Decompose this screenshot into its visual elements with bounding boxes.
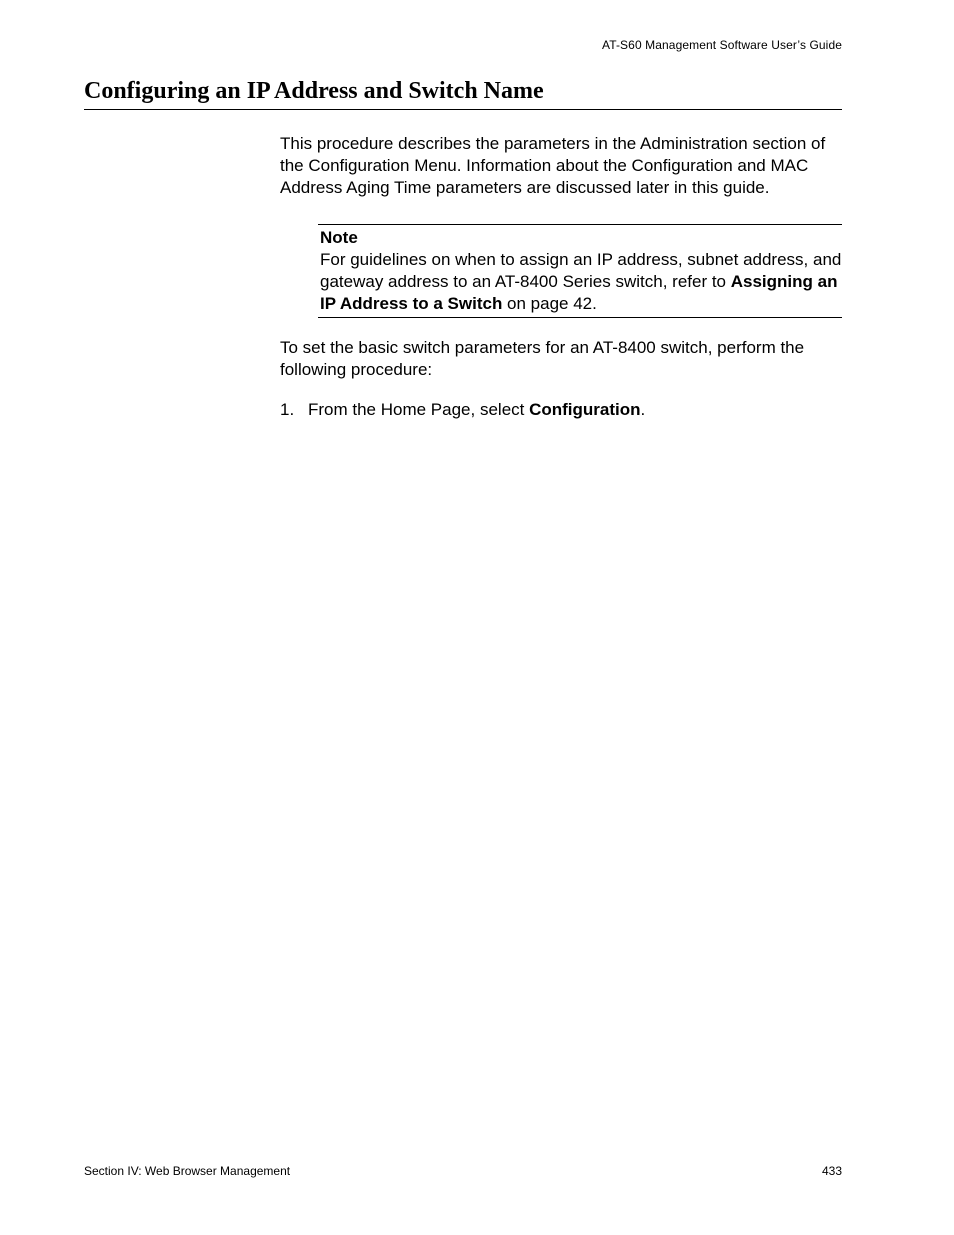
intro-paragraph [280,133,845,199]
note-cross-reference-link[interactable]: Assigning an IP Address to a Switch [320,272,838,313]
procedure-intro-text: To set the basic switch parameters for an AT-8400 switch, perform the following procedure: [280,338,805,379]
footer-page-number: 433 [821,1164,842,1178]
note-label: Note [320,228,358,247]
title-rule [84,109,842,110]
note-box [318,224,842,318]
note-text [320,249,842,315]
note-text-after: on page 42. [502,294,597,313]
running-header: AT-S60 Management Software User’s Guide [601,38,842,52]
step-text-before: From the Home Page, select [308,400,530,419]
footer-section-label: Section IV: Web Browser Management [84,1164,291,1178]
step-bold-text: Configuration [529,400,641,419]
intro-text: This procedure describes the parameters in the Administration section of the Configuration Menu. Information about the Configuration and MAC Address Aging Time parameters are discussed later in this guide. [280,134,826,197]
procedure-intro [280,337,845,381]
section-title: Configuring an IP Address and Switch Name [84,78,544,104]
note-text-before: For guidelines on when to assign an IP address, subnet address, and gateway address to an AT-8400 Series switch, refer to [320,250,842,291]
step-number: 1. [280,400,295,419]
procedure-step [280,399,845,421]
step-text-after: . [640,400,646,419]
